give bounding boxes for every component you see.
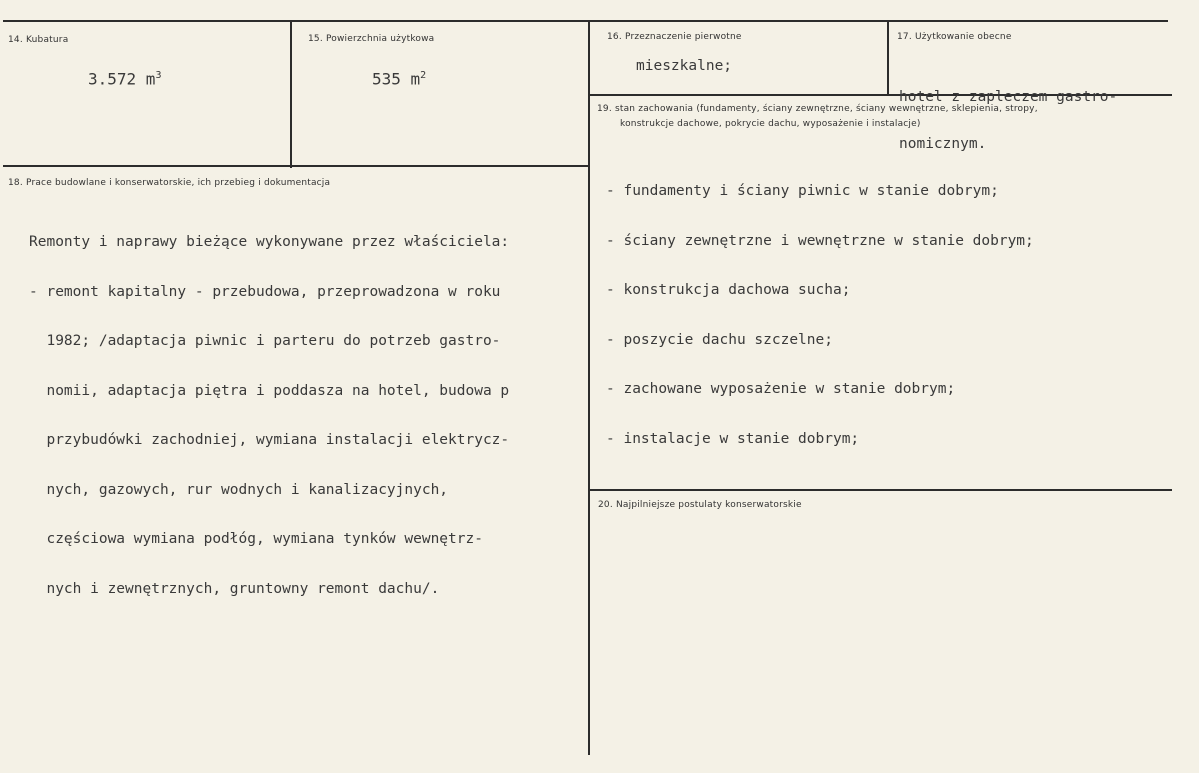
field-16-label: 16. Przeznaczenie pierwotne <box>607 32 742 42</box>
field-18-line: częściowa wymiana podłóg, wymiana tynków wewnętrz- <box>29 531 483 547</box>
divider-16-17 <box>887 22 889 94</box>
field-15-value <box>372 68 426 87</box>
field-19-line: - zachowane wyposażenie w stanie dobrym; <box>606 381 956 397</box>
center-divider <box>588 22 590 755</box>
field-16-value: mieszkalne; <box>636 58 733 74</box>
row-divider-right-bottom <box>589 489 1172 491</box>
field-19-line: - instalacje w stanie dobrym; <box>606 430 860 447</box>
field-18-line: nych i zewnętrznych, gruntowny remont dachu/. <box>29 580 440 597</box>
top-border <box>3 20 1168 22</box>
field-14-label: 14. Kubatura <box>8 35 69 45</box>
field-18-line: Remonty i naprawy bieżące wykonywane przez właściciela: <box>29 234 510 250</box>
field-18-line: nych, gazowych, rur wodnych i kanalizacyjnych, <box>29 481 449 498</box>
field-18-line: nomii, adaptacja piętra i poddasza na hotel, budowa p <box>29 382 510 399</box>
field-19-text <box>606 150 1034 464</box>
field-19-line: - fundamenty i ściany piwnic w stanie dobrym; <box>606 183 999 199</box>
field-18-text <box>29 201 587 614</box>
divider-14-15 <box>290 22 292 168</box>
field-19-label-line-1: 19. stan zachowania (fundamenty, ściany zewnętrzne, ściany wewnętrzne, sklepienia, stropy, <box>597 104 1038 114</box>
field-17-label: 17. Użytkowanie obecne <box>897 32 1012 42</box>
field-18-line: przybudówki zachodniej, wymiana instalacji elektrycz- <box>29 432 510 448</box>
field-19-line: - ściany zewnętrzne i wewnętrzne w stanie dobrym; <box>606 232 1034 249</box>
field-18-line: - remont kapitalny - przebudowa, przeprowadzona w roku <box>29 283 501 300</box>
field-17-line: nomicznym. <box>899 135 987 152</box>
field-14-value <box>88 68 161 87</box>
field-14-number: 3.572 m <box>88 69 156 89</box>
field-19-line: - konstrukcja dachowa sucha; <box>606 282 851 298</box>
field-15-unit-exponent: 2 <box>420 70 427 81</box>
field-20-label: 20. Najpilniejsze postulaty konserwatorskie <box>598 500 802 510</box>
field-19-label-line-2: konstrukcje dachowe, pokrycie dachu, wyposażenie i instalacje) <box>620 119 921 129</box>
field-15-label: 15. Powierzchnia użytkowa <box>308 34 435 44</box>
field-19-line: - poszycie dachu szczelne; <box>606 331 833 348</box>
row-divider-left <box>3 165 589 167</box>
field-18-label: 18. Prace budowlane i konserwatorskie, ich przebieg i dokumentacja <box>8 178 331 188</box>
field-15-number: 535 m <box>372 69 421 89</box>
field-14-unit-exponent: 3 <box>155 70 162 81</box>
field-17-line: hotel z zapleczem gastro- <box>899 89 1118 105</box>
field-18-line: 1982; /adaptacja piwnic i parteru do potrzeb gastro- <box>29 333 501 349</box>
